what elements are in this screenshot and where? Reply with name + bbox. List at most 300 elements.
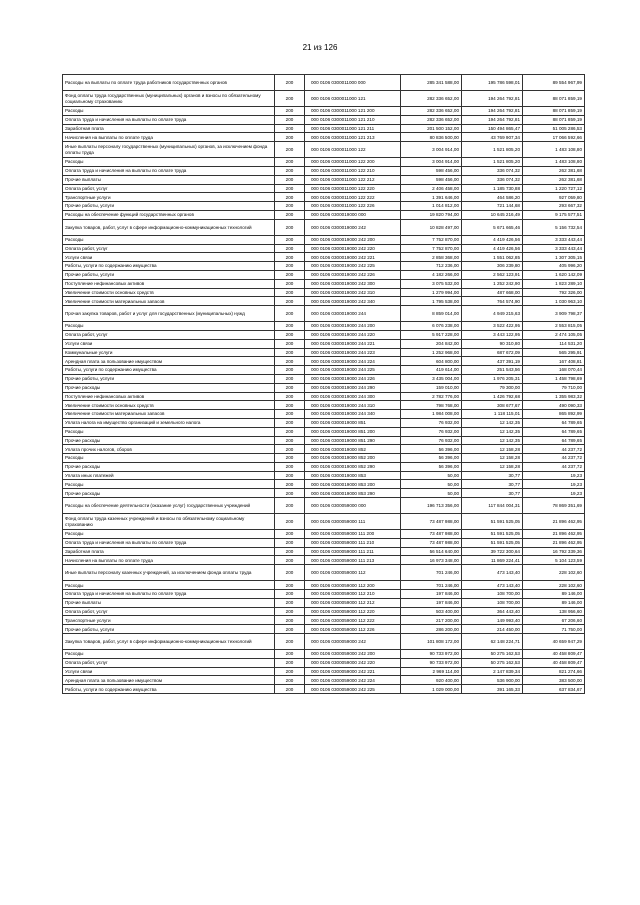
- table-row: [63, 366, 585, 375]
- expense-name-cell: Оплата работ, услуг: [63, 184, 275, 193]
- line-code-cell: 200: [275, 650, 305, 659]
- line-code-cell: 200: [275, 581, 305, 590]
- executed-amount-cell: 473 143,40: [462, 581, 523, 590]
- executed-amount-cell: 30,77: [462, 471, 523, 480]
- executed-amount-cell: 487 668,00: [462, 288, 523, 297]
- table-row: [63, 279, 585, 288]
- line-code-cell: 200: [275, 401, 305, 410]
- expense-name-cell: Оплата труда и начисления на выплаты по оплате труда: [63, 115, 275, 124]
- unexecuted-amount-cell: 17 066 592,66: [523, 133, 585, 142]
- line-code-cell: 200: [275, 565, 305, 581]
- budget-classification-code-cell: 000 0106 0300019000 242 220: [305, 244, 401, 253]
- expense-name-cell: Прочая закупка товаров, работ и услуг для государственных (муниципальных) нужд: [63, 306, 275, 322]
- approved-amount-cell: 286 200,00: [401, 625, 462, 634]
- executed-amount-cell: 214 450,00: [462, 625, 523, 634]
- budget-classification-code-cell: 000 0106 0300019000 242 340: [305, 297, 401, 306]
- approved-amount-cell: 56 396,00: [401, 462, 462, 471]
- executed-amount-cell: 62 148 224,71: [462, 634, 523, 650]
- line-code-cell: 200: [275, 514, 305, 530]
- approved-amount-cell: 1 795 538,00: [401, 297, 462, 306]
- line-code-cell: 200: [275, 480, 305, 489]
- budget-classification-code-cell: 000 0106 0300011000 122 222: [305, 193, 401, 202]
- executed-amount-cell: 12 142,35: [462, 418, 523, 427]
- expense-name-cell: Прочие работы, услуги: [63, 202, 275, 211]
- unexecuted-amount-cell: 262 381,68: [523, 175, 585, 184]
- budget-classification-code-cell: 000 0106 0300019000 242 200: [305, 235, 401, 244]
- budget-classification-code-cell: 000 0106 0300011000 121: [305, 91, 401, 107]
- unexecuted-amount-cell: 865 892,99: [523, 410, 585, 419]
- unexecuted-amount-cell: 138 956,60: [523, 607, 585, 616]
- approved-amount-cell: 2 969 114,00: [401, 667, 462, 676]
- line-code-cell: 200: [275, 498, 305, 514]
- approved-amount-cell: 503 400,00: [401, 607, 462, 616]
- expense-name-cell: Закупка товаров, работ, услуг в сфере информационно-коммуникационных технологий: [63, 219, 275, 235]
- table-row: [63, 538, 585, 547]
- approved-amount-cell: 7 752 870,00: [401, 244, 462, 253]
- expense-name-cell: Увеличение стоимости материальных запасов: [63, 297, 275, 306]
- table-row: [63, 590, 585, 599]
- approved-amount-cell: 159 010,00: [401, 383, 462, 392]
- executed-amount-cell: 50 275 162,53: [462, 650, 523, 659]
- table-row: [63, 650, 585, 659]
- expense-name-cell: Фонд оплаты труда государственных (муниципальных) органов и взносы по обязательному социальному страхованию: [63, 91, 275, 107]
- approved-amount-cell: 282 336 652,00: [401, 115, 462, 124]
- unexecuted-amount-cell: 79 710,00: [523, 383, 585, 392]
- expense-name-cell: Прочие расходы: [63, 489, 275, 498]
- executed-amount-cell: 336 074,32: [462, 166, 523, 175]
- line-code-cell: 200: [275, 538, 305, 547]
- table-row: [63, 262, 585, 271]
- table-row: [63, 91, 585, 107]
- unexecuted-amount-cell: 40 659 947,29: [523, 634, 585, 650]
- budget-classification-code-cell: 000 0106 0300019000 242 226: [305, 270, 401, 279]
- expense-name-cell: Расходы на обеспечение функций государственных органов: [63, 210, 275, 219]
- budget-classification-code-cell: 000 0106 0300019000 244 340: [305, 410, 401, 419]
- expense-name-cell: Расходы на выплаты по оплате труда работников государственных органов: [63, 75, 275, 91]
- expense-name-cell: Прочие выплаты: [63, 598, 275, 607]
- executed-amount-cell: 3 443 122,95: [462, 330, 523, 339]
- expense-name-cell: Уплата налога на имущество организаций и земельного налога: [63, 418, 275, 427]
- table-row: [63, 667, 585, 676]
- table-row: [63, 462, 585, 471]
- approved-amount-cell: 2 782 776,00: [401, 392, 462, 401]
- executed-amount-cell: 3 522 422,95: [462, 322, 523, 331]
- approved-amount-cell: 1 029 000,00: [401, 685, 462, 694]
- line-code-cell: 200: [275, 244, 305, 253]
- budget-classification-code-cell: 000 0106 0300019000 244 200: [305, 322, 401, 331]
- budget-classification-code-cell: 000 0106 0300059000 242 200: [305, 650, 401, 659]
- expense-name-cell: Расходы: [63, 454, 275, 463]
- executed-amount-cell: 30,77: [462, 480, 523, 489]
- expense-name-cell: Расходы: [63, 235, 275, 244]
- approved-amount-cell: 701 246,00: [401, 565, 462, 581]
- table-row: [63, 616, 585, 625]
- budget-classification-code-cell: 000 0106 0300011000 121 200: [305, 107, 401, 116]
- expense-name-cell: Арендная плата за пользование имуществом: [63, 676, 275, 685]
- approved-amount-cell: 50,00: [401, 471, 462, 480]
- executed-amount-cell: 1 118 115,01: [462, 410, 523, 419]
- executed-amount-cell: 12 158,28: [462, 445, 523, 454]
- budget-classification-code-cell: 000 0106 0300019000 244: [305, 306, 401, 322]
- expense-name-cell: Услуги связи: [63, 667, 275, 676]
- unexecuted-amount-cell: 490 090,33: [523, 401, 585, 410]
- unexecuted-amount-cell: 3 909 798,37: [523, 306, 585, 322]
- approved-amount-cell: 285 341 588,00: [401, 75, 462, 91]
- table-row: [63, 270, 585, 279]
- budget-classification-code-cell: 000 0106 0300019000 244 226: [305, 374, 401, 383]
- approved-amount-cell: 798 768,00: [401, 401, 462, 410]
- approved-amount-cell: 282 336 652,00: [401, 91, 462, 107]
- executed-amount-cell: 2 147 839,34: [462, 667, 523, 676]
- budget-classification-code-cell: 000 0106 0300019000 244 220: [305, 330, 401, 339]
- expense-name-cell: Заработная плата: [63, 124, 275, 133]
- line-code-cell: 200: [275, 270, 305, 279]
- line-code-cell: 200: [275, 685, 305, 694]
- executed-amount-cell: 10 645 216,49: [462, 210, 523, 219]
- unexecuted-amount-cell: 927 059,80: [523, 193, 585, 202]
- expense-name-cell: Услуги связи: [63, 339, 275, 348]
- budget-classification-code-cell: 000 0106 0300059000 242: [305, 634, 401, 650]
- approved-amount-cell: 3 004 914,00: [401, 142, 462, 158]
- unexecuted-amount-cell: 40 458 809,47: [523, 658, 585, 667]
- line-code-cell: 200: [275, 676, 305, 685]
- expense-name-cell: Оплата работ, услуг: [63, 244, 275, 253]
- expense-name-cell: Иные выплаты персоналу государственных (муниципальных) органов, за исключением фонда оплаты труда: [63, 142, 275, 158]
- table-row: [63, 219, 585, 235]
- table-row: [63, 142, 585, 158]
- table-row: [63, 514, 585, 530]
- approved-amount-cell: 3 075 532,00: [401, 279, 462, 288]
- page-number-header: 21 из 126: [302, 43, 338, 52]
- table-row: [63, 445, 585, 454]
- executed-amount-cell: 391 165,33: [462, 685, 523, 694]
- line-code-cell: 200: [275, 454, 305, 463]
- executed-amount-cell: 1 521 805,20: [462, 158, 523, 167]
- line-code-cell: 200: [275, 322, 305, 331]
- table-row: [63, 556, 585, 565]
- expense-name-cell: Прочие выплаты: [63, 175, 275, 184]
- approved-amount-cell: 56 396,00: [401, 454, 462, 463]
- table-row: [63, 598, 585, 607]
- table-row: [63, 401, 585, 410]
- line-code-cell: 200: [275, 667, 305, 676]
- table-row: [63, 133, 585, 142]
- budget-classification-code-cell: 000 0106 0300011000 121 211: [305, 124, 401, 133]
- executed-amount-cell: 50 275 162,53: [462, 658, 523, 667]
- budget-classification-code-cell: 000 0106 0300011000 122 210: [305, 166, 401, 175]
- approved-amount-cell: 56 396,00: [401, 445, 462, 454]
- unexecuted-amount-cell: 637 834,67: [523, 685, 585, 694]
- table-row: [63, 253, 585, 262]
- executed-amount-cell: 11 869 224,41: [462, 556, 523, 565]
- expense-name-cell: Уплата иных платежей: [63, 471, 275, 480]
- line-code-cell: 200: [275, 462, 305, 471]
- approved-amount-cell: 1 252 968,00: [401, 348, 462, 357]
- line-code-cell: 200: [275, 235, 305, 244]
- executed-amount-cell: 536 900,00: [462, 676, 523, 685]
- approved-amount-cell: 3 004 914,00: [401, 158, 462, 167]
- executed-amount-cell: 30,77: [462, 489, 523, 498]
- unexecuted-amount-cell: 114 531,20: [523, 339, 585, 348]
- executed-amount-cell: 150 494 865,47: [462, 124, 523, 133]
- unexecuted-amount-cell: 67 206,60: [523, 616, 585, 625]
- table-row: [63, 244, 585, 253]
- executed-amount-cell: 251 543,56: [462, 366, 523, 375]
- line-code-cell: 200: [275, 616, 305, 625]
- unexecuted-amount-cell: 1 307 305,15: [523, 253, 585, 262]
- budget-classification-code-cell: 000 0106 0300059000 112: [305, 565, 401, 581]
- unexecuted-amount-cell: 5 104 123,59: [523, 556, 585, 565]
- expense-name-cell: Работы, услуги по содержанию имущества: [63, 685, 275, 694]
- line-code-cell: 200: [275, 262, 305, 271]
- table-row: [63, 498, 585, 514]
- line-code-cell: 200: [275, 547, 305, 556]
- unexecuted-amount-cell: 565 295,91: [523, 348, 585, 357]
- expense-name-cell: Начисления на выплаты по оплате труда: [63, 556, 275, 565]
- unexecuted-amount-cell: 821 274,66: [523, 667, 585, 676]
- line-code-cell: 200: [275, 357, 305, 366]
- table-row: [63, 658, 585, 667]
- expense-name-cell: Оплата труда и начисления на выплаты по оплате труда: [63, 538, 275, 547]
- line-code-cell: 200: [275, 374, 305, 383]
- executed-amount-cell: 51 591 525,05: [462, 530, 523, 539]
- executed-amount-cell: 364 443,40: [462, 607, 523, 616]
- table-row: [63, 75, 585, 91]
- expense-name-cell: Увеличение стоимости материальных запасов: [63, 410, 275, 419]
- executed-amount-cell: 437 391,19: [462, 357, 523, 366]
- line-code-cell: 200: [275, 166, 305, 175]
- budget-table-body: [63, 75, 585, 694]
- unexecuted-amount-cell: 16 792 339,36: [523, 547, 585, 556]
- unexecuted-amount-cell: 64 789,65: [523, 418, 585, 427]
- approved-amount-cell: 73 487 988,00: [401, 538, 462, 547]
- budget-classification-code-cell: 000 0106 0300011000 121 213: [305, 133, 401, 142]
- budget-classification-code-cell: 000 0106 0300059000 112 220: [305, 607, 401, 616]
- expense-name-cell: Оплата труда и начисления на выплаты по оплате труда: [63, 590, 275, 599]
- table-row: [63, 454, 585, 463]
- approved-amount-cell: 598 456,00: [401, 175, 462, 184]
- approved-amount-cell: 196 713 356,00: [401, 498, 462, 514]
- table-row: [63, 374, 585, 383]
- executed-amount-cell: 117 844 004,31: [462, 498, 523, 514]
- executed-amount-cell: 12 142,35: [462, 427, 523, 436]
- line-code-cell: 200: [275, 598, 305, 607]
- approved-amount-cell: 217 200,00: [401, 616, 462, 625]
- line-code-cell: 200: [275, 418, 305, 427]
- unexecuted-amount-cell: 3 333 443,44: [523, 244, 585, 253]
- approved-amount-cell: 598 456,00: [401, 166, 462, 175]
- table-row: [63, 322, 585, 331]
- expense-name-cell: Уплата прочих налогов, сборов: [63, 445, 275, 454]
- budget-classification-code-cell: 000 0106 0300059000 111 211: [305, 547, 401, 556]
- expense-name-cell: Оплата работ, услуг: [63, 607, 275, 616]
- approved-amount-cell: 1 984 008,00: [401, 410, 462, 419]
- budget-classification-code-cell: 000 0106 0300019000 242 221: [305, 253, 401, 262]
- approved-amount-cell: 73 487 988,00: [401, 514, 462, 530]
- line-code-cell: 200: [275, 133, 305, 142]
- approved-amount-cell: 1 391 646,00: [401, 193, 462, 202]
- unexecuted-amount-cell: 792 326,00: [523, 288, 585, 297]
- table-row: [63, 357, 585, 366]
- table-row: [63, 489, 585, 498]
- expense-name-cell: Прочие работы, услуги: [63, 625, 275, 634]
- approved-amount-cell: 10 828 497,00: [401, 219, 462, 235]
- budget-classification-code-cell: 000 0106 0300019000 244 225: [305, 366, 401, 375]
- unexecuted-amount-cell: 1 620 142,09: [523, 270, 585, 279]
- line-code-cell: 200: [275, 410, 305, 419]
- line-code-cell: 200: [275, 306, 305, 322]
- approved-amount-cell: 197 846,00: [401, 598, 462, 607]
- table-row: [63, 480, 585, 489]
- executed-amount-cell: 51 591 525,05: [462, 538, 523, 547]
- line-code-cell: 200: [275, 202, 305, 211]
- unexecuted-amount-cell: 44 237,72: [523, 454, 585, 463]
- unexecuted-amount-cell: 228 102,60: [523, 565, 585, 581]
- approved-amount-cell: 3 435 004,00: [401, 374, 462, 383]
- budget-classification-code-cell: 000 0106 0300019000 853 290: [305, 489, 401, 498]
- executed-amount-cell: 336 074,32: [462, 175, 523, 184]
- unexecuted-amount-cell: 89 146,00: [523, 598, 585, 607]
- line-code-cell: 200: [275, 158, 305, 167]
- table-row: [63, 107, 585, 116]
- budget-classification-code-cell: 000 0106 0300019000 851 200: [305, 427, 401, 436]
- table-row: [63, 202, 585, 211]
- approved-amount-cell: 76 932,00: [401, 418, 462, 427]
- budget-classification-code-cell: 000 0106 0300019000 244 221: [305, 339, 401, 348]
- approved-amount-cell: 7 752 870,00: [401, 235, 462, 244]
- executed-amount-cell: 687 672,09: [462, 348, 523, 357]
- line-code-cell: 200: [275, 219, 305, 235]
- line-code-cell: 200: [275, 489, 305, 498]
- unexecuted-amount-cell: 19,23: [523, 480, 585, 489]
- line-code-cell: 200: [275, 75, 305, 91]
- table-row: [63, 348, 585, 357]
- line-code-cell: 200: [275, 634, 305, 650]
- unexecuted-amount-cell: 2 553 815,05: [523, 322, 585, 331]
- table-row: [63, 115, 585, 124]
- unexecuted-amount-cell: 167 408,81: [523, 357, 585, 366]
- expense-name-cell: Работы, услуги по содержанию имущества: [63, 262, 275, 271]
- unexecuted-amount-cell: 19,23: [523, 489, 585, 498]
- table-row: [63, 383, 585, 392]
- unexecuted-amount-cell: 1 030 963,10: [523, 297, 585, 306]
- expense-name-cell: Расходы: [63, 581, 275, 590]
- line-code-cell: 200: [275, 142, 305, 158]
- table-row: [63, 124, 585, 133]
- executed-amount-cell: 1 185 730,88: [462, 184, 523, 193]
- executed-amount-cell: 194 264 792,81: [462, 107, 523, 116]
- approved-amount-cell: 76 932,00: [401, 427, 462, 436]
- approved-amount-cell: 90 733 972,00: [401, 650, 462, 659]
- line-code-cell: 200: [275, 590, 305, 599]
- expense-name-cell: Услуги связи: [63, 253, 275, 262]
- executed-amount-cell: 195 786 598,01: [462, 75, 523, 91]
- table-row: [63, 676, 585, 685]
- line-code-cell: 200: [275, 210, 305, 219]
- line-code-cell: 200: [275, 366, 305, 375]
- budget-classification-code-cell: 000 0106 0300019000 242 225: [305, 262, 401, 271]
- unexecuted-amount-cell: 88 071 859,19: [523, 91, 585, 107]
- budget-classification-code-cell: 000 0106 0300019000 242 310: [305, 288, 401, 297]
- executed-amount-cell: 764 574,90: [462, 297, 523, 306]
- expense-name-cell: Расходы: [63, 480, 275, 489]
- approved-amount-cell: 2 858 368,00: [401, 253, 462, 262]
- unexecuted-amount-cell: 64 789,65: [523, 436, 585, 445]
- executed-amount-cell: 90 310,80: [462, 339, 523, 348]
- budget-classification-code-cell: 000 0106 0300059000 112 222: [305, 616, 401, 625]
- table-row: [63, 210, 585, 219]
- executed-amount-cell: 1 976 205,31: [462, 374, 523, 383]
- table-row: [63, 184, 585, 193]
- budget-classification-code-cell: 000 0106 0300059000 000: [305, 498, 401, 514]
- executed-amount-cell: 5 671 665,46: [462, 219, 523, 235]
- unexecuted-amount-cell: 89 146,00: [523, 590, 585, 599]
- table-row: [63, 565, 585, 581]
- budget-classification-code-cell: 000 0106 0300011000 000: [305, 75, 401, 91]
- line-code-cell: 200: [275, 193, 305, 202]
- unexecuted-amount-cell: 71 750,00: [523, 625, 585, 634]
- executed-amount-cell: 306 239,80: [462, 262, 523, 271]
- unexecuted-amount-cell: 88 071 859,19: [523, 115, 585, 124]
- unexecuted-amount-cell: 168 070,44: [523, 366, 585, 375]
- unexecuted-amount-cell: 40 458 809,47: [523, 650, 585, 659]
- unexecuted-amount-cell: 21 896 462,95: [523, 538, 585, 547]
- approved-amount-cell: 701 246,00: [401, 581, 462, 590]
- budget-classification-code-cell: 000 0106 0300011000 122 200: [305, 158, 401, 167]
- budget-classification-code-cell: 000 0106 0300019000 244 224: [305, 357, 401, 366]
- expense-name-cell: Закупка товаров, работ, услуг в сфере информационно-коммуникационных технологий: [63, 634, 275, 650]
- approved-amount-cell: 5 917 228,00: [401, 330, 462, 339]
- budget-classification-code-cell: 000 0106 0300059000 111 200: [305, 530, 401, 539]
- table-row: [63, 392, 585, 401]
- table-row: [63, 530, 585, 539]
- unexecuted-amount-cell: 21 896 462,95: [523, 530, 585, 539]
- unexecuted-amount-cell: 383 500,00: [523, 676, 585, 685]
- expense-name-cell: Прочие работы, услуги: [63, 374, 275, 383]
- expense-name-cell: Увеличение стоимости основных средств: [63, 401, 275, 410]
- approved-amount-cell: 197 846,00: [401, 590, 462, 599]
- approved-amount-cell: 50,00: [401, 489, 462, 498]
- executed-amount-cell: 1 252 242,90: [462, 279, 523, 288]
- budget-classification-code-cell: 000 0106 0300019000 853: [305, 471, 401, 480]
- budget-classification-code-cell: 000 0106 0300019000 851: [305, 418, 401, 427]
- executed-amount-cell: 308 677,67: [462, 401, 523, 410]
- budget-classification-code-cell: 000 0106 0300059000 111: [305, 514, 401, 530]
- table-row: [63, 471, 585, 480]
- executed-amount-cell: 43 769 907,34: [462, 133, 523, 142]
- budget-classification-code-cell: 000 0106 0300019000 244 300: [305, 392, 401, 401]
- unexecuted-amount-cell: 293 667,32: [523, 202, 585, 211]
- unexecuted-amount-cell: 405 996,20: [523, 262, 585, 271]
- executed-amount-cell: 2 562 123,91: [462, 270, 523, 279]
- line-code-cell: 200: [275, 471, 305, 480]
- budget-classification-code-cell: 000 0106 0300019000 244 223: [305, 348, 401, 357]
- expense-name-cell: Поступление нефинансовых активов: [63, 279, 275, 288]
- budget-classification-code-cell: 000 0106 0300019000 000: [305, 210, 401, 219]
- budget-classification-code-cell: 000 0106 0300059000 112 200: [305, 581, 401, 590]
- budget-classification-code-cell: 000 0106 0300019000 852 200: [305, 454, 401, 463]
- approved-amount-cell: 920 400,00: [401, 676, 462, 685]
- unexecuted-amount-cell: 89 554 967,99: [523, 75, 585, 91]
- line-code-cell: 200: [275, 436, 305, 445]
- executed-amount-cell: 1 551 062,85: [462, 253, 523, 262]
- line-code-cell: 200: [275, 348, 305, 357]
- executed-amount-cell: 1 521 805,20: [462, 142, 523, 158]
- expense-name-cell: Иные выплаты персоналу казенных учреждений, за исключением фонда оплаты труда: [63, 565, 275, 581]
- executed-amount-cell: 194 264 792,81: [462, 91, 523, 107]
- expense-name-cell: Оплата работ, услуг: [63, 330, 275, 339]
- approved-amount-cell: 19 820 794,00: [401, 210, 462, 219]
